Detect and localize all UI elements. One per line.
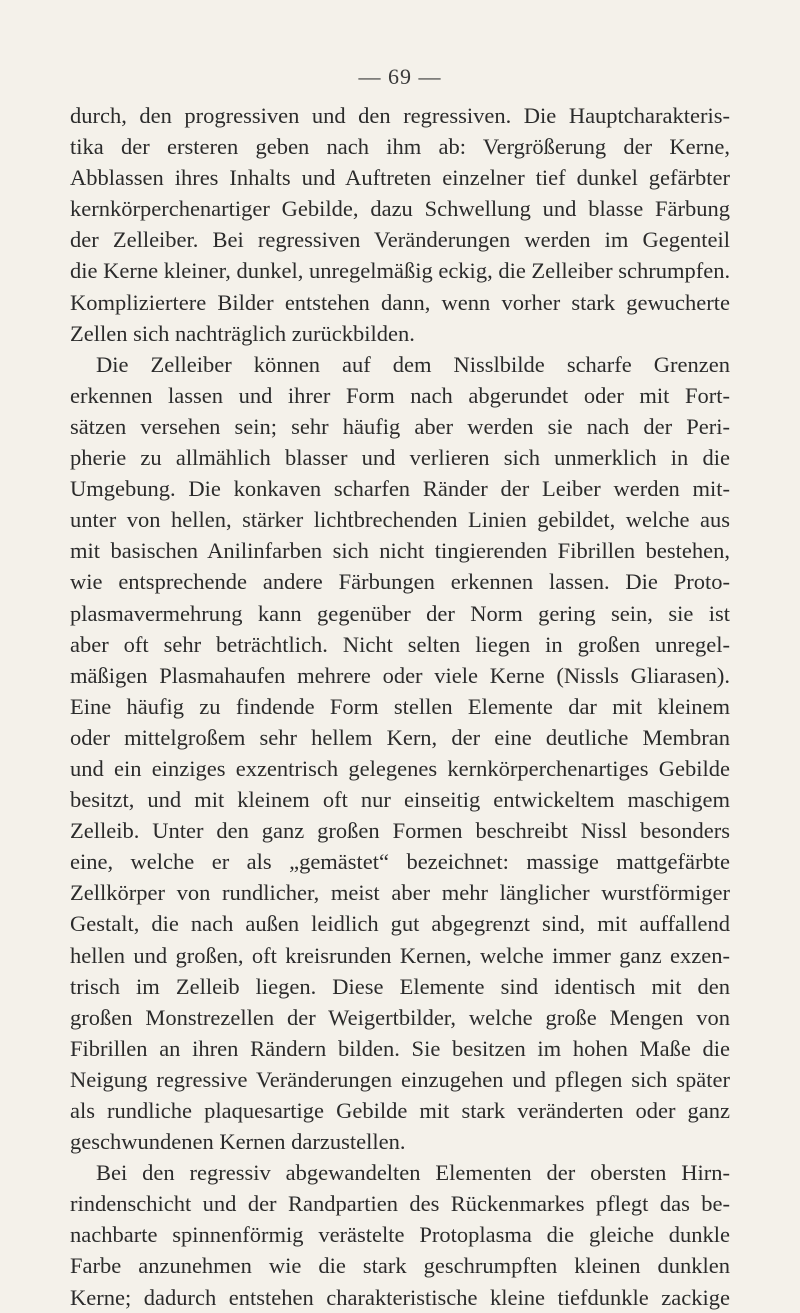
text-line: kernkörperchenartiger Gebilde, dazu Schwellung und blasse Färbung (70, 196, 730, 222)
text-line: der Zelleiber. Bei regressiven Veränderungen werden im Gegenteil (70, 227, 730, 253)
text-line: die Kerne kleiner, dunkel, unregelmäßig eckig, die Zelleiber schrumpfen. (70, 258, 730, 284)
text-line: geschwundenen Kernen darzustellen. (70, 1129, 406, 1155)
text-line: rindenschicht und der Randpartien des Rückenmarkes pflegt das be- (70, 1191, 730, 1217)
text-line: Zellen sich nachträglich zurückbilden. (70, 320, 415, 346)
text-line: besitzt, und mit kleinem oft nur einseitig entwickeltem maschigem (70, 787, 730, 813)
text-line: Zellkörper von rundlicher, meist aber mehr länglicher wurstförmiger (70, 880, 730, 906)
text-line: sätzen versehen sein; sehr häufig aber werden sie nach der Peri- (70, 413, 730, 439)
text-line: tika der ersteren geben nach ihm ab: Vergrößerung der Kerne, (70, 134, 730, 160)
paragraph (70, 100, 730, 349)
text-line: mäßigen Plasmahaufen mehrere oder viele Kerne (Nissls Gliarasen). (70, 662, 730, 688)
text-line: Zelleib. Unter den ganz großen Formen beschreibt Nissl besonders (70, 818, 730, 844)
text-line: unter von hellen, stärker lichtbrechenden Linien gebildet, welche aus (70, 507, 730, 533)
text-line: erkennen lassen und ihrer Form nach abgerundet oder mit Fort- (70, 382, 730, 408)
text-line: großen Monstrezellen der Weigertbilder, welche große Mengen von (70, 1004, 730, 1030)
text-line: nachbarte spinnenförmig verästelte Protoplasma die gleiche dunkle (70, 1222, 730, 1248)
paragraph (70, 349, 730, 1157)
text-line: mit basischen Anilinfarben sich nicht tingierenden Fibrillen bestehen, (70, 538, 730, 564)
paragraph (70, 1157, 730, 1312)
book-page (70, 0, 730, 1310)
text-line: Eine häufig zu findende Form stellen Elemente dar mit kleinem (70, 693, 730, 719)
text-line: Bei den regressiv abgewandelten Elementen der obersten Hirn- (96, 1160, 730, 1186)
text-line: Farbe anzunehmen wie die stark geschrumpften kleinen dunklen (70, 1253, 730, 1279)
text-line: oder mittelgroßem sehr hellem Kern, der eine deutliche Membran (70, 724, 730, 750)
text-line: durch, den progressiven und den regressiven. Die Hauptcharakteris- (70, 103, 730, 128)
text-line: Neigung regressive Veränderungen einzugehen und pflegen sich später (70, 1066, 730, 1092)
text-line: Fibrillen an ihren Rändern bilden. Sie besitzen im hohen Maße die (70, 1035, 730, 1061)
text-line: pherie zu allmählich blasser und verlieren sich unmerklich in die (70, 445, 730, 471)
text-line: wie entsprechende andere Färbungen erkennen lassen. Die Proto- (70, 569, 730, 595)
text-line: eine, welche er als „gemästet“ bezeichnet: massige mattgefärbte (70, 849, 730, 875)
text-line: Gestalt, die nach außen leidlich gut abgegrenzt sind, mit auffallend (70, 911, 730, 937)
text-line: und ein einziges exzentrisch gelegenes kernkörperchenartiges Gebilde (70, 755, 730, 781)
text-line: trisch im Zelleib liegen. Diese Elemente sind identisch mit den (70, 973, 730, 999)
text-line: aber oft sehr beträchtlich. Nicht selten liegen in großen unregel- (70, 631, 730, 657)
text-line: Umgebung. Die konkaven scharfen Ränder der Leiber werden mit- (70, 476, 730, 502)
text-line: hellen und großen, oft kreisrunden Kernen, welche immer ganz exzen- (70, 942, 730, 968)
text-line: Abblassen ihres Inhalts und Auftreten einzelner tief dunkel gefärbter (70, 165, 730, 191)
text-line: plasmavermehrung kann gegenüber der Norm gering sein, sie ist (70, 600, 730, 626)
text-line: Die Zelleiber können auf dem Nisslbilde scharfe Grenzen (96, 351, 730, 377)
body-text (70, 100, 730, 1313)
text-line: als rundliche plaquesartige Gebilde mit stark veränderten oder ganz (70, 1098, 730, 1123)
text-line: Kerne; dadurch entstehen charakteristische kleine tiefdunkle zackige (70, 1284, 730, 1310)
page-number: — 69 — (358, 64, 442, 89)
text-line: Kompliziertere Bilder entstehen dann, wenn vorher stark gewucherte (70, 289, 730, 315)
